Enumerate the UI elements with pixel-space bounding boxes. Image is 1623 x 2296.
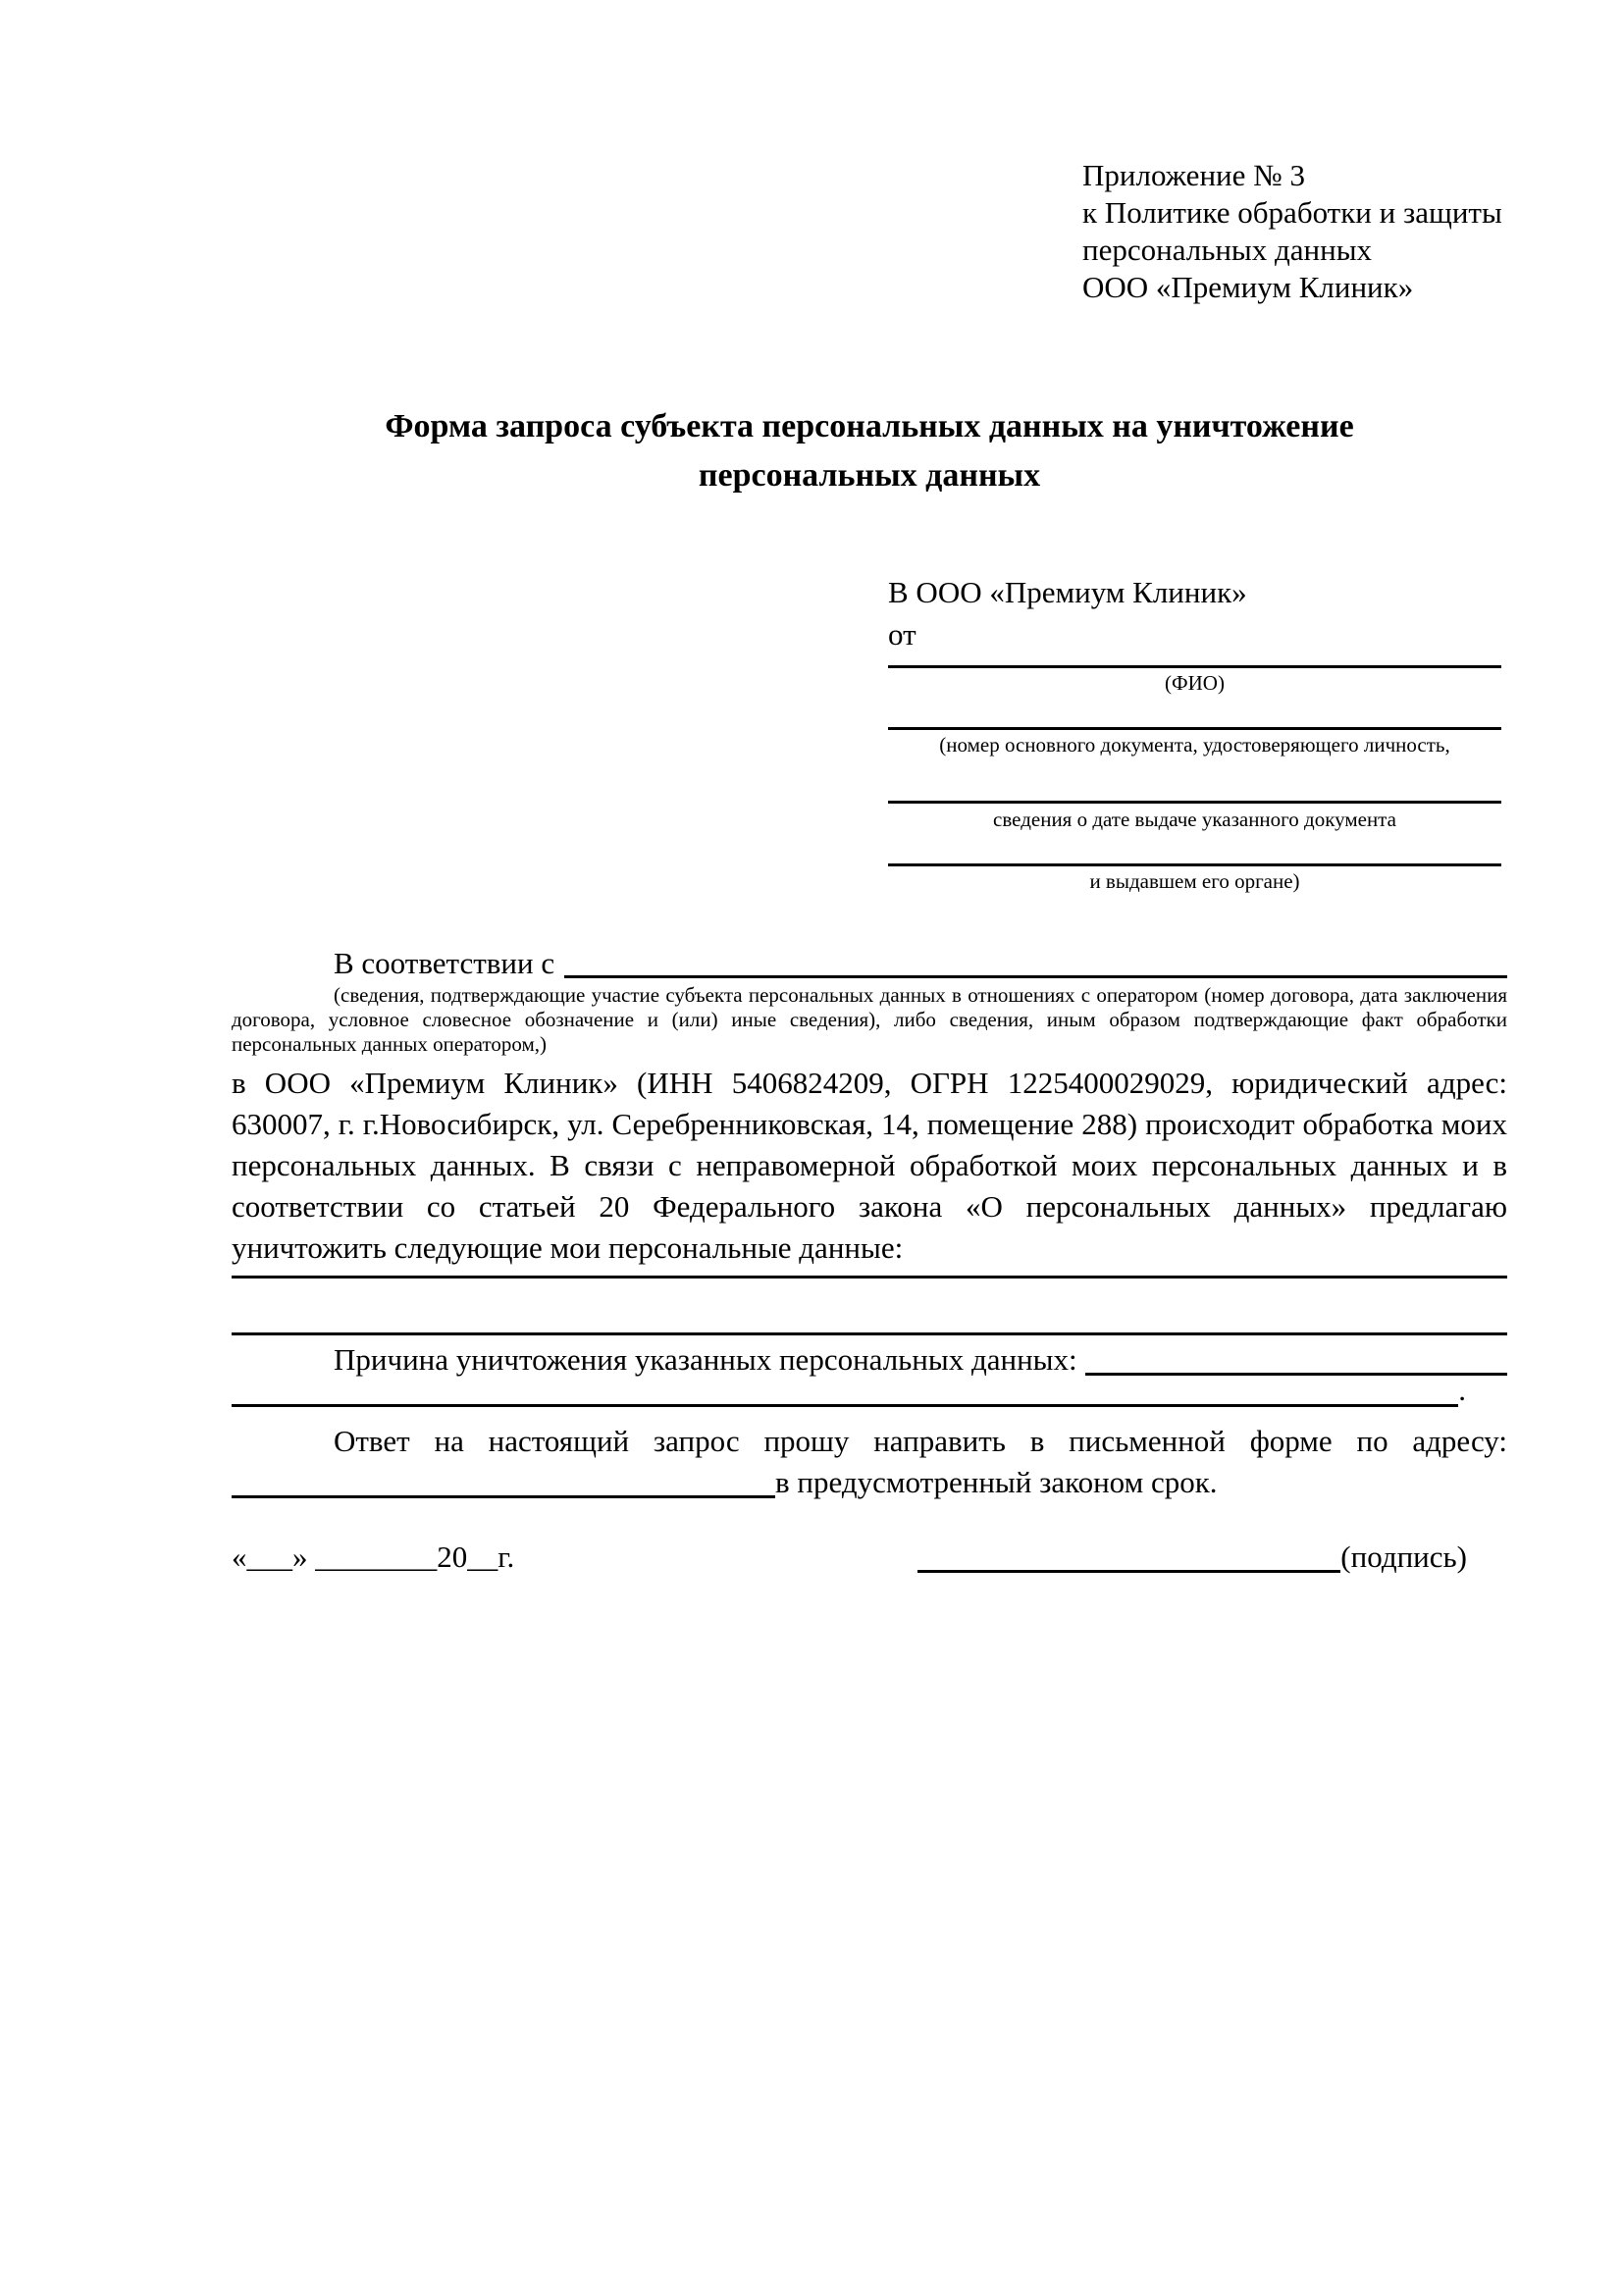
answer-tail: в предусмотренный законом срок. [775, 1465, 1218, 1499]
accordance-row [232, 944, 1507, 983]
sentence-period: . [1458, 1373, 1466, 1407]
accordance-blank-line [564, 944, 1507, 978]
appendix-header-line: к Политике обработки и защиты [1082, 195, 1502, 230]
appendix-header-line: персональных данных [1082, 233, 1373, 267]
issue-org-caption: и выдавшем его органе) [1089, 869, 1300, 893]
doc-number-blank-line [888, 727, 1501, 730]
reason-continuation-row [232, 1374, 1507, 1407]
appendix-header-line: ООО «Премиум Клиник» [1082, 270, 1414, 304]
document-title-line: Форма запроса субъекта персональных данных на уничтожение [385, 408, 1354, 444]
date-field: «___» ________20__г. [232, 1539, 515, 1574]
address-blank-line [232, 1462, 775, 1498]
reason-label: Причина уничтожения указанных персональных данных: [334, 1342, 1077, 1377]
data-blank-line-2 [232, 1332, 1507, 1335]
accordance-note: (сведения, подтверждающие участие субъекта персональных данных в отношениях с оператором (номер договора, дата заключения договора, условное словесное обозначение и (или) иные сведения), либо сведения, иным образом подтверждающие факт обработки персональных данных оператором,) [232, 983, 1507, 1056]
signature-blank-line [917, 1537, 1340, 1573]
document-title [232, 402, 1507, 500]
signature-row [917, 1537, 1467, 1578]
reason-blank-line [1085, 1339, 1507, 1376]
issue-org-blank-line [888, 863, 1501, 866]
from-label: от [888, 617, 916, 652]
reason-continuation-blank-line [232, 1374, 1458, 1407]
answer-address-row [232, 1462, 1507, 1503]
issue-date-blank-line [888, 801, 1501, 804]
fio-caption: (ФИО) [1165, 671, 1225, 695]
document-title-line: персональных данных [698, 457, 1041, 494]
signature-caption: (подпись) [1340, 1539, 1467, 1574]
addressee-org: В ООО «Премиум Клиник» [888, 575, 1247, 609]
doc-number-caption: (номер основного документа, удостоверяющего личность, [939, 733, 1450, 757]
data-blank-line-1 [232, 1276, 1507, 1278]
main-paragraph: в ООО «Премиум Клиник» (ИНН 5406824209, ОГРН 1225400029029, юридический адрес: 630007, г. г.Новосибирск, ул. Серебренниковская, 14, помещение 288) происходит обработка моих персональных данных. В связи с неправомерной обработкой моих персональных данных и в соответствии со статьей 20 Федерального закона «О персональных данных» предлагаю уничтожить следующие мои персональные данные: [232, 1066, 1507, 1265]
fio-blank-line [888, 665, 1501, 668]
answer-request-line: Ответ на настоящий запрос прошу направить в письменной форме по адресу: [334, 1424, 1507, 1458]
issue-date-caption: сведения о дате выдаче указанного документа [993, 808, 1396, 831]
appendix-header [1082, 157, 1502, 306]
accordance-label: В соответствии с [334, 946, 555, 980]
appendix-header-line: Приложение № 3 [1082, 158, 1305, 192]
